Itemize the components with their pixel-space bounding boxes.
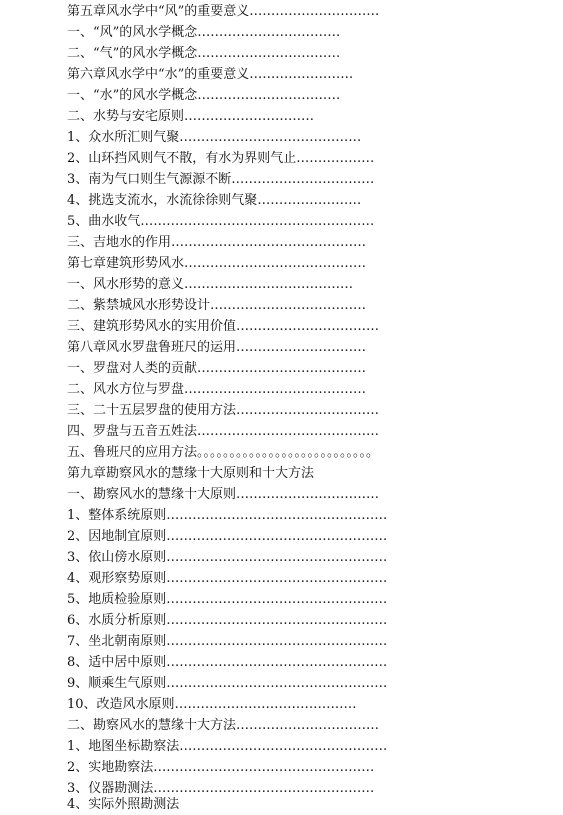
toc-line [67, 506, 387, 526]
toc-line [67, 548, 387, 568]
toc-line [67, 632, 387, 652]
toc-leader: …………………………………… [184, 382, 367, 397]
toc-leader: ………………………… [184, 109, 315, 124]
toc-text: 第七章建筑形势风水 [67, 256, 185, 271]
toc-line [67, 191, 361, 211]
toc-leader: …………………………………………… [166, 571, 388, 586]
toc-line [67, 86, 340, 106]
toc-leader: ……………………………… [210, 298, 367, 313]
toc-line [67, 380, 366, 400]
toc-line [67, 611, 387, 631]
toc-leader: ……………………………………… [171, 235, 367, 250]
toc-line [67, 401, 379, 421]
toc-text: 7、坐北朝南原则 [67, 634, 167, 649]
toc-line [67, 254, 366, 274]
toc-text: 一、“风”的风水学概念 [67, 25, 198, 40]
toc-leader: …………………………… [236, 319, 380, 334]
toc-leader: ………………………………… [184, 277, 354, 292]
toc-text: 1、众水所汇则气聚 [67, 130, 180, 145]
toc-line [67, 464, 314, 484]
toc-text: 2、因地制宜原则 [67, 529, 167, 544]
toc-text: 三、吉地水的作用 [67, 235, 172, 250]
toc-leader: 。。。。。。。。。。。。。。。。。。。。。。。。。。。 [197, 445, 380, 460]
toc-leader: …………………………… [231, 172, 375, 187]
toc-text: 3、仪器勘测法 [67, 781, 154, 796]
toc-line [67, 128, 361, 148]
toc-text: 5、曲水收气 [67, 214, 141, 229]
toc-line [67, 527, 387, 547]
toc-leader: ……………………………………………… [140, 214, 375, 229]
toc-line [67, 737, 387, 757]
toc-text: 2、山环挡风则气不散，有水为界则气止 [67, 151, 297, 166]
toc-line [67, 758, 374, 778]
toc-text: 四、罗盘与五音五姓法 [67, 424, 198, 439]
toc-line [67, 590, 387, 610]
toc-text: 8、适中居中原则 [67, 655, 167, 670]
toc-line [67, 275, 353, 295]
toc-text: 五、鲁班尺的应用方法 [67, 445, 198, 460]
toc-line [67, 674, 387, 694]
toc-text: 一、风水形势的意义 [67, 277, 185, 292]
toc-text: 第九章勘察风水的慧缘十大原则和十大方法 [67, 466, 315, 481]
toc-leader: …………………………………………… [166, 592, 388, 607]
toc-line [67, 23, 340, 43]
toc-leader: …………………………………………… [153, 760, 375, 775]
toc-text: 二、紫禁城风水形势设计 [67, 298, 211, 313]
toc-leader: …………………………… [236, 403, 380, 418]
toc-text: 第八章风水罗盘鲁班尺的运用 [67, 340, 237, 355]
toc-line [67, 296, 366, 316]
toc-leader: …………………………………………… [153, 781, 375, 796]
toc-line [67, 212, 374, 232]
toc-leader: …………………… [249, 67, 354, 82]
toc-leader: …………………………… [236, 487, 380, 502]
toc-leader: …………………………………………… [166, 655, 388, 670]
toc-text: 三、二十五层罗盘的使用方法 [67, 403, 237, 418]
toc-line [67, 443, 379, 463]
toc-text: 4、观形察势原则 [67, 571, 167, 586]
toc-line [67, 44, 340, 64]
toc-text: 一、“水”的风水学概念 [67, 88, 198, 103]
toc-text: 5、地质检验原则 [67, 592, 167, 607]
toc-text: 二、勘察风水的慧缘十大方法 [67, 718, 237, 733]
toc-leader: …………………………… [197, 88, 341, 103]
toc-leader: …………………………………… [174, 697, 357, 712]
toc-text: 二、“气”的风水学概念 [67, 46, 198, 61]
toc-text: 二、水势与安宅原则 [67, 109, 185, 124]
toc-line [67, 485, 379, 505]
toc-text: 3、依山傍水原则 [67, 550, 167, 565]
toc-line [67, 317, 379, 337]
toc-line [67, 695, 357, 715]
toc-line [67, 233, 366, 253]
toc-line [67, 795, 179, 815]
toc-leader: ……………… [296, 151, 375, 166]
toc-leader: ………………………… [236, 340, 367, 355]
toc-text: 1、地图坐标勘察法 [67, 739, 180, 754]
toc-leader: …………………………………………… [166, 676, 388, 691]
toc-text: 第五章风水学中“风”的重要意义 [67, 4, 250, 19]
toc-text: 一、勘察风水的慧缘十大原则 [67, 487, 237, 502]
toc-line [67, 107, 314, 127]
toc-text: 三、建筑形势风水的实用价值 [67, 319, 237, 334]
toc-leader: …………………………………… [184, 256, 367, 271]
toc-text: 10、改造风水原则 [67, 697, 175, 712]
toc-leader: ………………………………… [197, 361, 367, 376]
toc-leader: …………………………………… [179, 130, 362, 145]
toc-line [67, 338, 366, 358]
toc-text: 1、整体系统原则 [67, 508, 167, 523]
toc-line [67, 422, 379, 442]
toc-text: 第六章风水学中“水”的重要意义 [67, 67, 250, 82]
toc-leader: …………………………… [236, 718, 380, 733]
toc-leader: …………………………………………… [166, 613, 388, 628]
toc-text: 4、挑选支流水，水流徐徐则气聚 [67, 193, 258, 208]
toc-leader: …………………………………………… [166, 508, 388, 523]
toc-line [67, 716, 379, 736]
toc-text: 9、顺乘生气原则 [67, 676, 167, 691]
toc-leader: …………………………… [197, 46, 341, 61]
toc-leader: ………………………………………… [179, 739, 388, 754]
toc-line [67, 149, 374, 169]
toc-text: 2、实地勘察法 [67, 760, 154, 775]
toc-leader: …………………………………………… [166, 550, 388, 565]
toc-text: 4、实际外照勘测法 [67, 797, 180, 812]
toc-line [67, 65, 353, 85]
toc-leader: …………………………… [197, 25, 341, 40]
toc-line [67, 359, 366, 379]
toc-line [67, 2, 379, 22]
toc-line [67, 653, 387, 673]
toc-line [67, 170, 374, 190]
toc-leader: …………………………………… [197, 424, 380, 439]
toc-leader: …………………………………………… [166, 634, 388, 649]
toc-leader: ………………………… [249, 4, 380, 19]
toc-text: 二、风水方位与罗盘 [67, 382, 185, 397]
toc-leader: …………………… [257, 193, 362, 208]
toc-text: 3、南为气口则生气源源不断 [67, 172, 232, 187]
toc-text: 6、水质分析原则 [67, 613, 167, 628]
toc-text: 一、罗盘对人类的贡献 [67, 361, 198, 376]
toc-line [67, 569, 387, 589]
toc-leader: …………………………………………… [166, 529, 388, 544]
